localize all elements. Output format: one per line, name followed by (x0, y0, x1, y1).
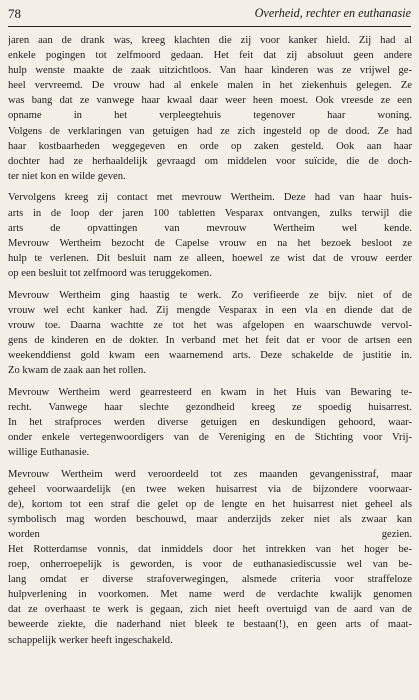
page-number: 78 (8, 6, 21, 21)
text-line: enkele pogingen tot zelfmoord gedaan. Het feit dat zij absoluut geen andere (8, 50, 412, 62)
text-line: Volgens de verklaringen van getuigen had ze zich ingesteld op de dood. Ze had (8, 125, 412, 137)
text-line: weekenddienst gold kwam een waarnemend arts. Deze schakelde de justitie in. (8, 349, 412, 361)
text-line: hulp te verlenen. Dit besluit nam ze alleen, hoewel ze wist dat de vrouw eerder (8, 252, 412, 264)
text-line: dochter had ze herhaaldelijk gevraagd om middelen voor suïcide, die de doch- (8, 155, 412, 167)
paragraph (8, 288, 412, 379)
text-line: Mevrouw Wertheim bezocht de Capelse vrouw en na het bezoek besloot ze (8, 237, 412, 249)
text-line: arts in de loop der jaren 100 tabletten Vesparax ontvangen, zulks terwijl die (8, 207, 412, 219)
paragraph (8, 190, 412, 281)
text-line: jaren aan de drank was, kreeg klachten die zij voor kanker hield. Zij had al (8, 35, 412, 46)
text-line: Zo kwam de zaak aan het rollen. (8, 364, 146, 376)
page-header (8, 4, 411, 27)
text-line: de), kortom tot een straf die gelet op de lengte en het huisarrest niet geheel als (8, 498, 412, 510)
body-text (8, 33, 412, 648)
paragraph (8, 467, 412, 648)
text-line: worden gezien. (8, 528, 412, 540)
text-line: roep, onherroepelijk is geworden, is voor de euthanasiediscussie wel van be- (8, 559, 412, 571)
text-line: ter niet kon en wilde geven. (8, 170, 126, 182)
text-line: In het strafproces werden diverse getuigen en deskundigen gehoord, waar- (8, 416, 412, 428)
paragraph (8, 33, 412, 184)
text-line: dat ze overhaast te werk is gegaan, zich niet heeft overtuigd van de aard van de (8, 604, 412, 616)
text-line: symbolisch mag worden beschouwd, maar anderzijds zeker niet als zwaar kan (8, 513, 412, 525)
text-line: haar kostbaarheden weggegeven en orde op zaken gesteld. Ook aan haar (8, 140, 412, 152)
text-line: was bang dat ze vanwege haar kwaal daar weer heen moest. Ook vreesde ze een (8, 95, 412, 107)
text-line: willige Euthanasie. (8, 446, 90, 458)
text-line: op een besluit tot zelfmoord was teruggekomen. (8, 267, 212, 279)
text-line: heel vervreemd. De vrouw had al enkele malen in het ziekenhuis gelegen. Ze (8, 80, 412, 92)
text-line: recht. Vanwege haar slechte gezondheid kreeg ze spoedig huisarrest. (8, 401, 412, 413)
text-line: Mevrouw Wertheim ging haastig te werk. Zo verifieerde ze bijv. niet of de (8, 289, 412, 301)
text-line: hulpverlening in voorkomen. Met name werd de verdachte kwalijk genomen (8, 589, 412, 601)
text-line: vrouw wel echt kanker had. Zij mengde Vesparax in een vla en diende dat de (8, 304, 412, 316)
text-line: Mevrouw Wertheim werd veroordeeld tot zes maanden gevangenisstraf, maar (8, 468, 412, 480)
running-title: Overheid, rechter en euthanasie (254, 6, 411, 20)
text-line: Het Rotterdamse vonnis, dat inmiddels door het intrekken van het hoger be- (8, 544, 412, 555)
text-line: geheel voorwaardelijk (en twee weken huisarrest via de bijzondere voorwaar- (8, 483, 412, 495)
text-line: schappelijk werker heeft ingeschakeld. (8, 634, 173, 646)
text-line: lang omdat er diverse strafoverwegingen, alsmede criteria voor straffeloze (8, 574, 412, 586)
text-line: arts de opvattingen van mevrouw Wertheim wel kende. (8, 222, 412, 234)
text-line: onder enkele vertegenwoordigers van de Vereniging en de Stichting voor Vrij- (8, 431, 412, 443)
paragraph (8, 385, 412, 460)
text-line: gens de kinderen en de dokter. In verband met het feit dat er voor de artsen een (8, 334, 412, 346)
text-line: Mevrouw Wertheim werd gearresteerd en kwam in het Huis van Bewaring te- (8, 386, 412, 398)
text-line: Vervolgens kreeg zij contact met mevrouw Wertheim. Deze had van haar huis- (8, 192, 412, 204)
text-line: hulp wenste maakte de zaak uitzichtloos. Van haar kinderen was ze vrijwel ge- (8, 65, 412, 77)
text-line: beweerde ziekte, die naderhand niet bleek te bestaan(!), en geen arts of maat- (8, 619, 412, 631)
text-line: vrouw toe. Daarna wachtte ze tot het was afgelopen en waarschuwde vervol- (8, 319, 412, 331)
text-line: opname in het verpleegtehuis tegenover haar woning. (8, 110, 412, 122)
